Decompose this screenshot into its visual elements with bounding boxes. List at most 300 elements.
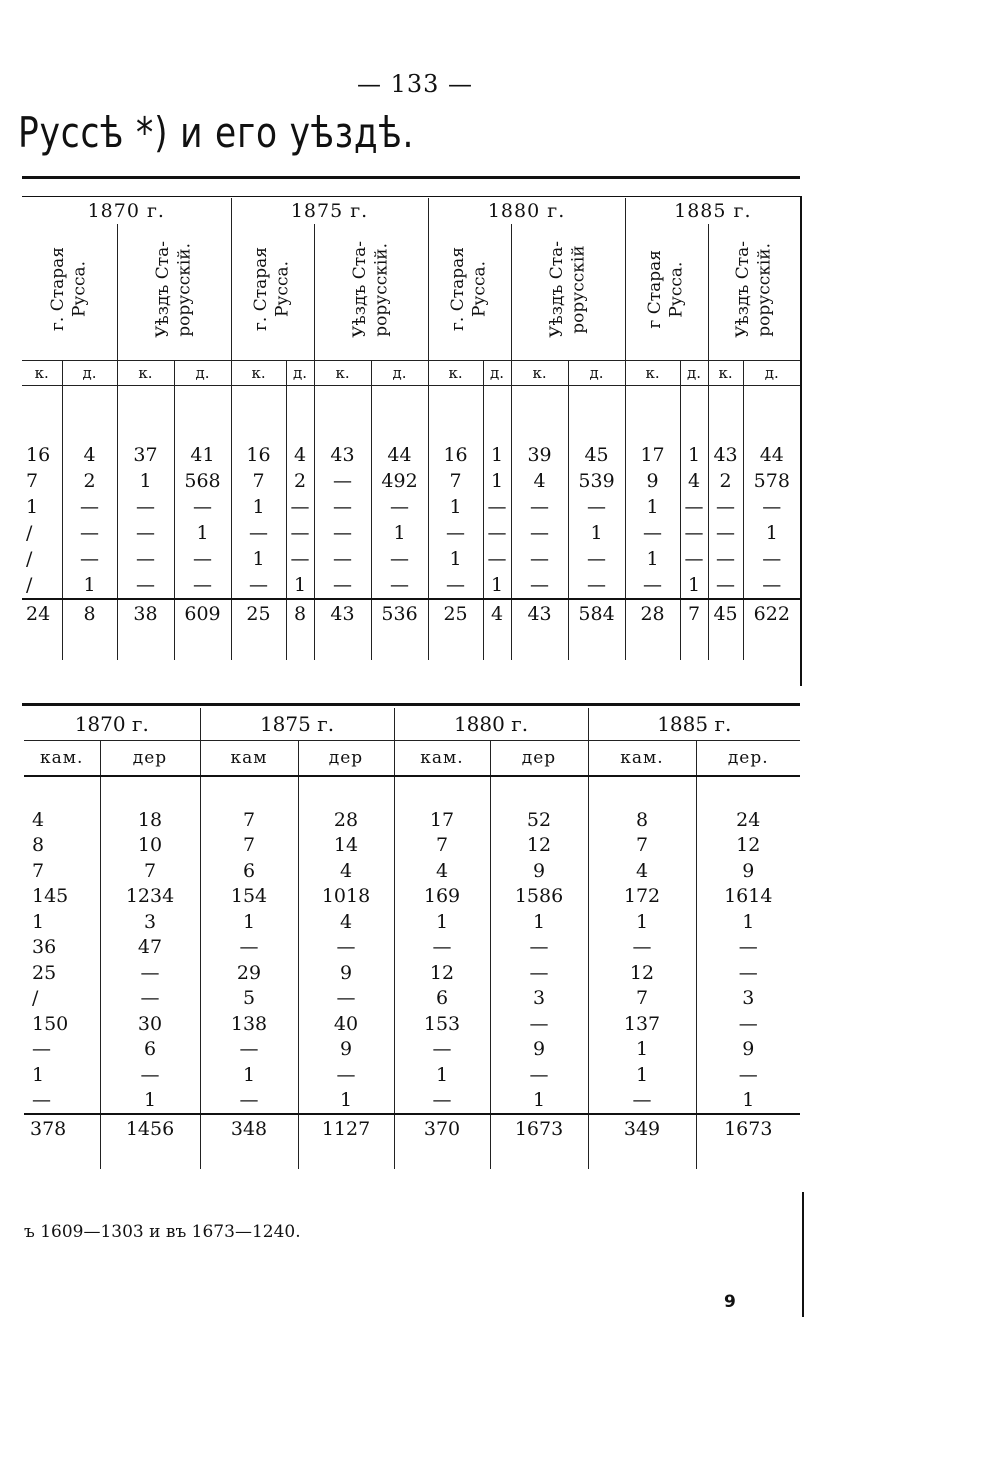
group-header-label: г. Старая Русса. [48,247,90,332]
table-cell: 7 [200,833,298,859]
table-cell: 1 [231,494,286,520]
table-row [24,884,800,910]
table-cell: 1 [483,442,511,468]
table-cell: — [428,520,483,546]
table-cell: — [200,1037,298,1063]
unit-header: к. [625,361,680,386]
table-cell: 4 [588,858,696,884]
table-cell: — [743,546,800,572]
table-cell: 12 [394,960,490,986]
unit-header: д. [680,361,708,386]
table-cell: 1 [428,494,483,520]
table-cell: — [174,546,231,572]
table-cell: — [117,520,174,546]
table-cell: — [511,520,568,546]
table-row [22,468,800,494]
table-cell: — [117,494,174,520]
table-cell: 44 [743,442,800,468]
table-cell: 145 [32,885,69,908]
year-header: 1880 г. [394,708,588,741]
total-cell: 25 [428,599,483,628]
table-cell: 52 [490,807,588,833]
table-cell: 7 [588,833,696,859]
total-cell: 8 [62,599,117,628]
spacer-cell [511,386,568,443]
year-header: 1880 г. [428,198,625,224]
unit-header: к. [22,361,62,386]
table-cell: 16 [26,444,51,466]
table-row [24,986,800,1012]
unit-header: дер [298,741,394,777]
table-cell: 1 [26,496,39,518]
table-cell: — [200,1088,298,1115]
table-cell: — [696,1062,800,1088]
year-header: 1885 г. [588,708,800,741]
table-cell: 9 [625,468,680,494]
spacer-cell [394,776,490,807]
table-row [24,1037,800,1063]
table-cell: — [568,546,625,572]
table-cell: 4 [680,468,708,494]
unit-header: кам. [588,741,696,777]
total-cell: 43 [314,599,371,628]
table-cell: — [174,494,231,520]
table-cell: 138 [200,1011,298,1037]
table-cell: 1 [680,572,708,599]
total-cell: 4 [483,599,511,628]
table-cell: 2 [286,468,314,494]
table-cell: 16 [428,442,483,468]
table2-top-rule [22,703,800,706]
table-cell: 1 [286,572,314,599]
group-header-label: Уѣздъ Ста- рорусскій. [152,241,194,338]
table-cell: 1 [298,1088,394,1115]
table-cell: 7 [231,468,286,494]
table-row [22,520,800,546]
table-cell: — [708,546,743,572]
table-cell: 492 [371,468,428,494]
table-cell: — [696,1011,800,1037]
spacer-cell [371,386,428,443]
table2-total-row [24,1114,800,1143]
table-cell: 1 [428,546,483,572]
table-cell: — [394,1088,490,1115]
table-cell: 7 [100,858,200,884]
unit-header: к. [117,361,174,386]
spacer-cell [174,628,231,660]
table-cell: 37 [117,442,174,468]
spacer-cell [625,386,680,443]
spacer-cell [286,386,314,443]
group-header-label: г. Старая Русса. [251,247,293,332]
table-cell: — [490,935,588,961]
table-cell: 568 [174,468,231,494]
unit-header: к. [314,361,371,386]
spacer-cell [428,386,483,443]
table-cell: 1 [483,572,511,599]
table-cell: — [174,572,231,599]
table-cell: — [117,572,174,599]
table-cell: 7 [588,986,696,1012]
table-cell: 172 [588,884,696,910]
group-header-label: Уѣздъ Ста- рорусскій [546,241,589,338]
table-cell: 1 [696,1088,800,1115]
table-cell: 1 [394,909,490,935]
table-cell: 1234 [100,884,200,910]
table-cell: — [314,572,371,599]
table-cell: — [588,935,696,961]
table-cell: — [511,572,568,599]
table-cell: 1 [62,572,117,599]
total-cell: 28 [625,599,680,628]
table-cell: — [625,572,680,599]
table-cell: — [490,1062,588,1088]
table-cell: 6 [394,986,490,1012]
table1-right-rule [800,196,802,686]
table-cell: 7 [428,468,483,494]
table-cell: / [26,574,33,596]
table2-year-row [24,708,800,741]
spacer-cell [588,776,696,807]
table-cell: 6 [100,1037,200,1063]
table-cell: — [231,520,286,546]
spacer-cell [743,386,800,443]
table-cell: 12 [588,960,696,986]
spacer-cell [490,776,588,807]
table1-body [22,442,800,599]
spacer-cell [708,628,743,660]
table-row [24,807,800,833]
table-cell: 43 [314,442,371,468]
spacer-cell [24,1143,100,1169]
spacer-cell [483,628,511,660]
table-cell: — [696,935,800,961]
table-cell: 1 [174,520,231,546]
table-cell: 1 [32,910,45,933]
total-cell: 584 [568,599,625,628]
table-cell: 28 [298,807,394,833]
spacer-cell [62,386,117,443]
table-cell: 30 [100,1011,200,1037]
table-cell: 9 [696,858,800,884]
table-cell: — [428,572,483,599]
unit-header: д. [174,361,231,386]
total-cell: 43 [511,599,568,628]
table-cell: — [314,520,371,546]
table-cell: 1 [588,1037,696,1063]
group-header [511,224,625,361]
table-cell: — [708,494,743,520]
table-cell: 18 [100,807,200,833]
table-cell: 9 [298,1037,394,1063]
table-row [22,572,800,599]
unit-header: д. [568,361,625,386]
spacer-cell [100,776,200,807]
table-cell: 7 [394,833,490,859]
table-cell: 169 [394,884,490,910]
table-cell: — [371,546,428,572]
spacer-cell [100,1143,200,1169]
spacer-cell [588,1143,696,1169]
total-cell: 609 [174,599,231,628]
total-cell: 8 [286,599,314,628]
spacer-cell [231,628,286,660]
table-cell: 1 [696,909,800,935]
table-cell: 2 [708,468,743,494]
table-cell: 40 [298,1011,394,1037]
table-cell: 1 [231,546,286,572]
table-cell: — [511,546,568,572]
spacer-cell [62,628,117,660]
spacer-cell [286,628,314,660]
table-cell: 4 [298,858,394,884]
table-cell: 7 [32,859,45,882]
table-cell: — [100,1062,200,1088]
spacer-cell [117,386,174,443]
table-row [24,1062,800,1088]
table-cell: — [314,546,371,572]
unit-header: кам [200,741,298,777]
group-header [231,224,314,361]
table-cell: 1 [588,909,696,935]
table-cell: 1 [100,1088,200,1115]
unit-header: кам. [24,741,100,777]
table-cell: — [483,520,511,546]
spacer-cell [483,386,511,443]
table-cell: 7 [200,807,298,833]
table-row [24,833,800,859]
table1-group-row [22,224,800,361]
table-row [22,546,800,572]
table-cell: 1 [490,909,588,935]
spacer-cell [200,1143,298,1169]
table-cell: 29 [200,960,298,986]
total-cell: 1127 [298,1114,394,1143]
table-cell: 3 [696,986,800,1012]
table-cell: — [680,520,708,546]
table-cell: 1 [483,468,511,494]
spacer-cell [511,628,568,660]
spacer-cell [743,628,800,660]
table-cell: 153 [394,1011,490,1037]
table-cell: — [371,494,428,520]
table-cell: — [32,1038,51,1061]
table-cell: 1 [32,1063,45,1086]
unit-header: к. [511,361,568,386]
table-cell: 1 [680,442,708,468]
table-cell: — [490,1011,588,1037]
year-header: 1875 г. [231,198,428,224]
footnote: ъ 1609—1303 и въ 1673—1240. [24,1222,301,1242]
spacer-cell [696,1143,800,1169]
table-cell: 1 [625,494,680,520]
table-cell: 43 [708,442,743,468]
group-header [314,224,428,361]
spacer-cell [298,776,394,807]
table-cell: 44 [371,442,428,468]
table-cell: 12 [490,833,588,859]
spacer-row [24,1143,800,1169]
table-cell: 6 [200,858,298,884]
table-cell: / [32,987,39,1010]
spacer-cell [568,628,625,660]
table-cell: 4 [511,468,568,494]
table-cell: — [62,520,117,546]
table-cell: / [26,548,33,570]
table-cell: 47 [100,935,200,961]
spacer-row [22,628,800,660]
spacer-cell [231,386,286,443]
total-cell: 378 [24,1114,100,1143]
table-cell: 578 [743,468,800,494]
total-cell: 7 [680,599,708,628]
table-cell: / [26,522,33,544]
table-cell: 1 [625,546,680,572]
spacer-row [24,776,800,807]
unit-header: дер. [696,741,800,777]
table-cell: — [511,494,568,520]
table-cell: 1 [200,1062,298,1088]
table-cell: 8 [588,807,696,833]
table-cell: 7 [26,470,39,492]
spacer-cell [708,386,743,443]
table-cell: — [588,1088,696,1115]
table-cell: — [117,546,174,572]
year-header: 1885 г. [625,198,800,224]
table2 [24,708,800,1169]
table-cell: — [680,546,708,572]
table-row [24,1088,800,1115]
table-cell: 9 [298,960,394,986]
table-cell: — [483,546,511,572]
table-cell: — [708,572,743,599]
table-cell: 4 [32,808,45,831]
total-cell: 25 [231,599,286,628]
spacer-cell [625,628,680,660]
table-cell: — [568,572,625,599]
table-cell: — [394,935,490,961]
table-cell: 4 [298,909,394,935]
table-row [24,909,800,935]
total-cell: 1673 [490,1114,588,1143]
margin-rule [802,1192,804,1317]
table1-year-row [22,198,800,224]
spacer-cell [314,628,371,660]
table-cell: 1586 [490,884,588,910]
table-cell: — [394,1037,490,1063]
table-cell: 41 [174,442,231,468]
page-number: — 133 — [356,70,474,98]
table-cell: — [231,572,286,599]
unit-header: д. [483,361,511,386]
table-cell: 137 [588,1011,696,1037]
table-cell: 154 [200,884,298,910]
year-header: 1875 г. [200,708,394,741]
spacer-cell [314,386,371,443]
table-cell: — [286,546,314,572]
total-cell: 349 [588,1114,696,1143]
year-header: 1870 г. [24,708,200,741]
unit-header: д. [286,361,314,386]
table-cell: — [298,1062,394,1088]
table-cell: 539 [568,468,625,494]
table1-top-rule-thin [22,196,800,197]
table-cell: 1 [490,1088,588,1115]
spacer-row [22,386,800,443]
page-heading: Руссѣ *) и его уѣздѣ. [18,108,415,157]
total-cell: 1673 [696,1114,800,1143]
table-row [24,858,800,884]
spacer-cell [298,1143,394,1169]
spacer-cell [24,776,100,807]
table-cell: 8 [32,834,45,857]
table-cell: 5 [200,986,298,1012]
table-cell: 36 [32,936,57,959]
table-cell: 1018 [298,884,394,910]
table-cell: 1 [588,1062,696,1088]
table-cell: — [568,494,625,520]
total-cell: 348 [200,1114,298,1143]
unit-header: к. [708,361,743,386]
unit-header: д. [62,361,117,386]
table-cell: — [743,572,800,599]
total-cell: 1456 [100,1114,200,1143]
spacer-cell [117,628,174,660]
table-cell: 1 [568,520,625,546]
spacer-cell [680,386,708,443]
table-cell: 3 [490,986,588,1012]
table1-unit-row [22,361,800,386]
table-cell: — [298,986,394,1012]
group-header-label: г. Старая Русса. [448,247,490,332]
spacer-cell [680,628,708,660]
table-cell: — [62,546,117,572]
table-cell: 10 [100,833,200,859]
spacer-cell [568,386,625,443]
table-cell: 25 [32,961,57,984]
unit-header: к. [428,361,483,386]
table1 [22,198,800,660]
table-row [24,960,800,986]
table-cell: — [32,1089,51,1112]
unit-header: дер [100,741,200,777]
table-cell: — [680,494,708,520]
table-cell: — [743,494,800,520]
table-cell: 45 [568,442,625,468]
unit-header: д. [743,361,800,386]
total-cell: 38 [117,599,174,628]
table1-total-row [22,599,800,628]
unit-header: кам. [394,741,490,777]
group-header [708,224,800,361]
table-cell: 1 [200,909,298,935]
table-cell: 1 [394,1062,490,1088]
spacer-cell [200,776,298,807]
table-row [22,442,800,468]
table-cell: 4 [62,442,117,468]
group-header [428,224,511,361]
table2-unit-row [24,741,800,777]
table-cell: 1 [743,520,800,546]
table-cell: — [625,520,680,546]
total-cell: 622 [743,599,800,628]
group-header [22,224,117,361]
table-cell: 9 [696,1037,800,1063]
total-cell: 536 [371,599,428,628]
table-cell: — [483,494,511,520]
table-cell: 1614 [696,884,800,910]
signature-mark: 9 [724,1292,736,1312]
